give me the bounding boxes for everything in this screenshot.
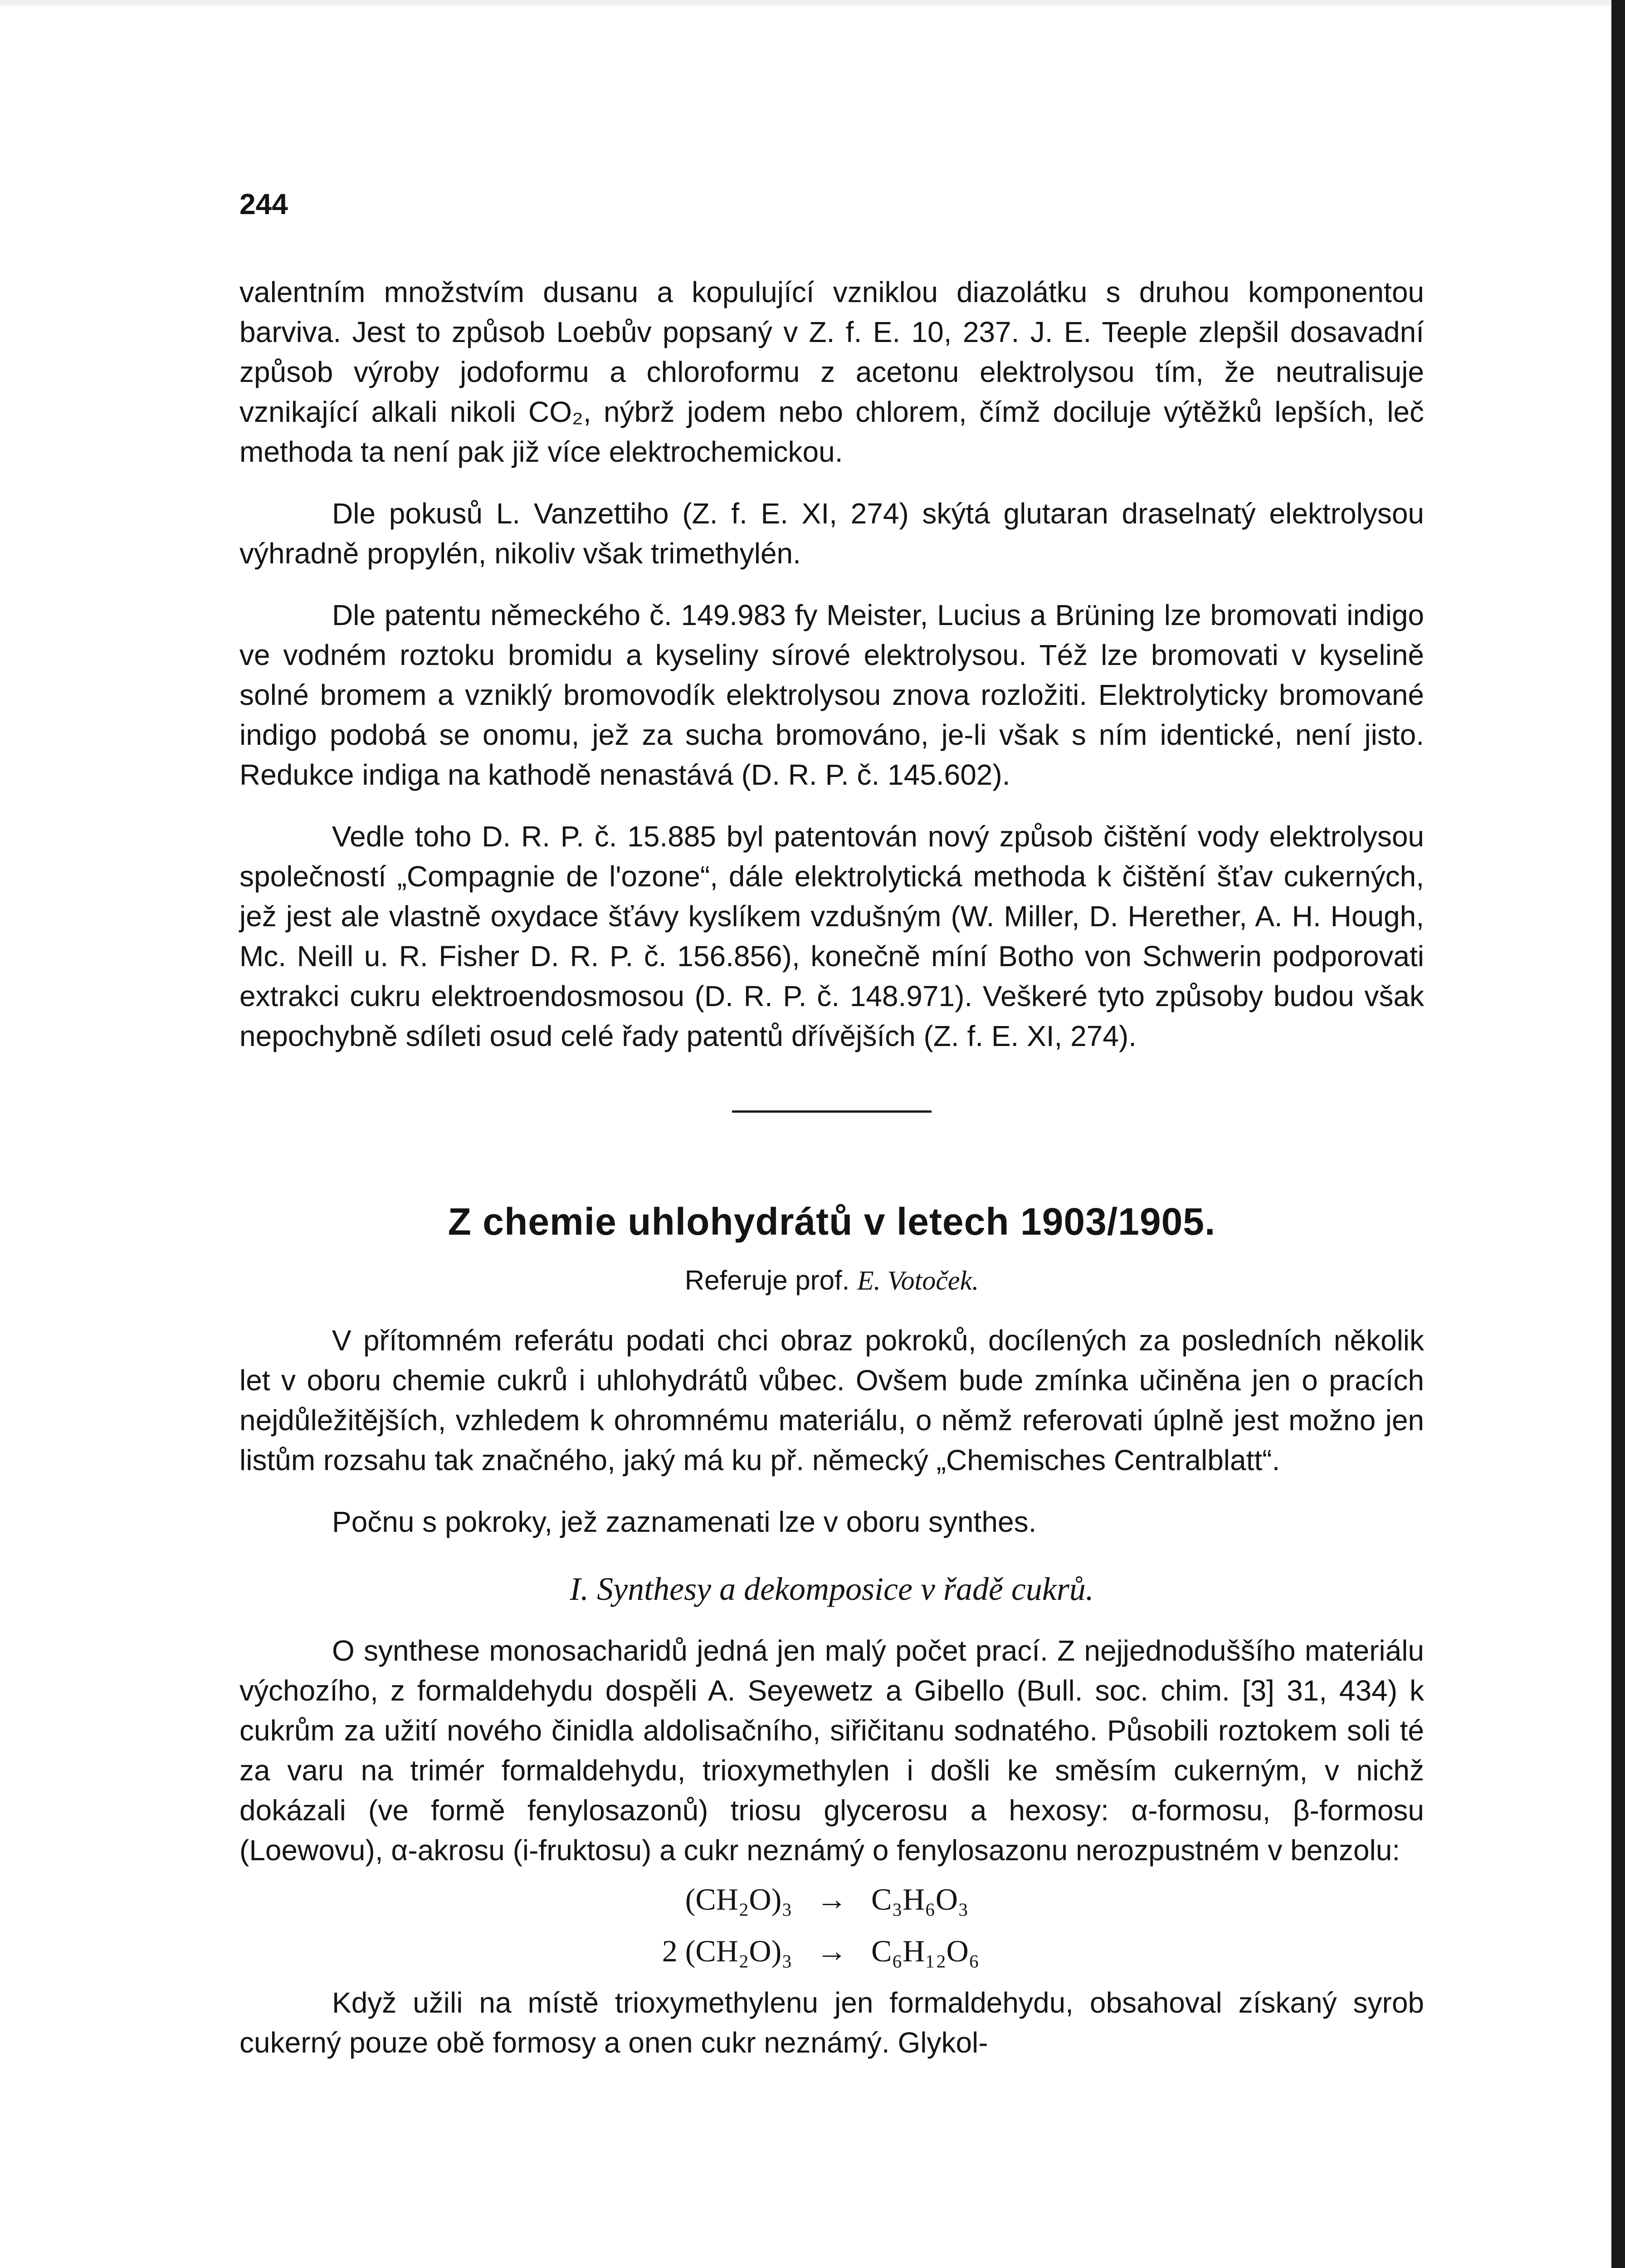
- byline-prefix: Referuje prof.: [684, 1265, 850, 1295]
- paragraph: Vedle toho D. R. P. č. 15.885 byl patentován nový způsob čištění vody elektrolysou společností „Compagnie de l'ozone“, dále elektrolytická methoda k čištění šťav cukerných, jež jest ale vlastně oxydace šťávy kyslíkem vzdušným (W. Miller, D. Herether, A. H. Hough, Mc. Neill u. R. Fisher D. R. P. č. 156.856), konečně míní Botho von Schwerin podporovati extrakci cukru elektroendosmosou (D. R. P. č. 148.971). Veškeré tyto způsoby budou však nepochybně sdíleti osud celé řady patentů dřívějších (Z. f. E. XI, 274).: [239, 820, 1424, 1052]
- section-byline: [239, 1262, 1424, 1299]
- arrow-icon: →: [816, 1934, 847, 1968]
- section-title: Z chemie uhlohydrátů v letech 1903/1905.: [448, 1200, 1216, 1243]
- text-column: [239, 272, 1424, 2063]
- formula-rhs: C₃H₆O₃: [871, 1882, 969, 1916]
- subsection-title: I. Synthesy a dekomposice v řadě cukrů.: [570, 1571, 1094, 1607]
- paragraph: valentním množstvím dusanu a kopulující vzniklou diazolátku s druhou komponentou barviva. Jest to způsob Loebův popsaný v Z. f. E. 10, 237. J. E. Teeple zlepšil dosavadní způsob výroby jodoformu a chloroformu z acetonu elektrolysou tím, že neutralisuje vznikající alkali nikoli CO₂, nýbrž jodem nebo chlorem, čímž dociluje výtěžků lepších, leč methoda ta není pak již více elektrochemickou.: [239, 276, 1424, 468]
- formula-lhs: 2 (CH₂O)₃: [662, 1934, 792, 1968]
- page-number: 244: [239, 188, 288, 220]
- formula-line: [239, 1877, 1424, 1922]
- paragraph: V přítomném referátu podati chci obraz pokroků, docílených za posledních několik let v oboru chemie cukrů i uhlohydrátů vůbec. Ovšem bude zmínka učiněna jen o pracích nejdůležitějších, vzhledem k ohromnému materiálu, o němž referovati úplně jest možno jen listům rozsahu tak značného, jaký má ku př. německý „Chemisches Centralblatt“.: [239, 1324, 1424, 1476]
- section-divider: [732, 1110, 932, 1113]
- byline-author: E. Votoček.: [857, 1266, 979, 1295]
- formula-lhs: (CH₂O)₃: [685, 1882, 792, 1916]
- paragraph: Dle patentu německého č. 149.983 fy Meister, Lucius a Brüning lze bromovati indigo ve vodném roztoku bromidu a kyseliny sírové elektrolysou. Též lze bromovati v kyselině solné bromem a vzniklý bromovodík elektrolysou znova rozložiti. Elektrolyticky bromované indigo podobá se onomu, jež za sucha bromováno, je-li však s ním identické, není jisto. Redukce indiga na kathodě nenastává (D. R. P. č. 145.602).: [239, 599, 1424, 791]
- paragraph: Dle pokusů L. Vanzettiho (Z. f. E. XI, 274) skýtá glutaran draselnatý elektrolysou výhradně propylén, nikoliv však trimethylén.: [239, 497, 1424, 570]
- paragraph: Počnu s pokroky, jež zaznamenati lze v oboru synthes.: [332, 1505, 1037, 1538]
- paragraph: O synthese monosacharidů jedná jen malý počet prací. Z nejjednoduššího materiálu výchozího, z formaldehydu dospěli A. Seyewetz a Gibello (Bull. soc. chim. [3] 31, 434) k cukrům za užití nového činidla aldolisačního, siřičitanu sodnatého. Působili roztokem soli té za varu na trimér formaldehydu, trioxymethylen i došli ke směsím cukerným, v nichž dokázali (ve formě fenylosazonů) triosu glycerosu a hexosy: α-formosu, β-formosu (Loewovu), α-akrosu (i-fruktosu) a cukr neznámý o fenylosazonu nerozpustném v benzolu:: [239, 1634, 1424, 1867]
- scan-right-border: [1611, 0, 1625, 2268]
- formula-line: [239, 1928, 1424, 1974]
- formula-rhs: C₆H₁₂O₆: [871, 1934, 980, 1968]
- paragraph: Když užili na místě trioxymethylenu jen formaldehydu, obsahoval získaný syrob cukerný pouze obě formosy a onen cukr neznámý. Glykol-: [239, 1986, 1424, 2059]
- arrow-icon: →: [816, 1882, 847, 1916]
- scan-top-edge: [0, 0, 1625, 5]
